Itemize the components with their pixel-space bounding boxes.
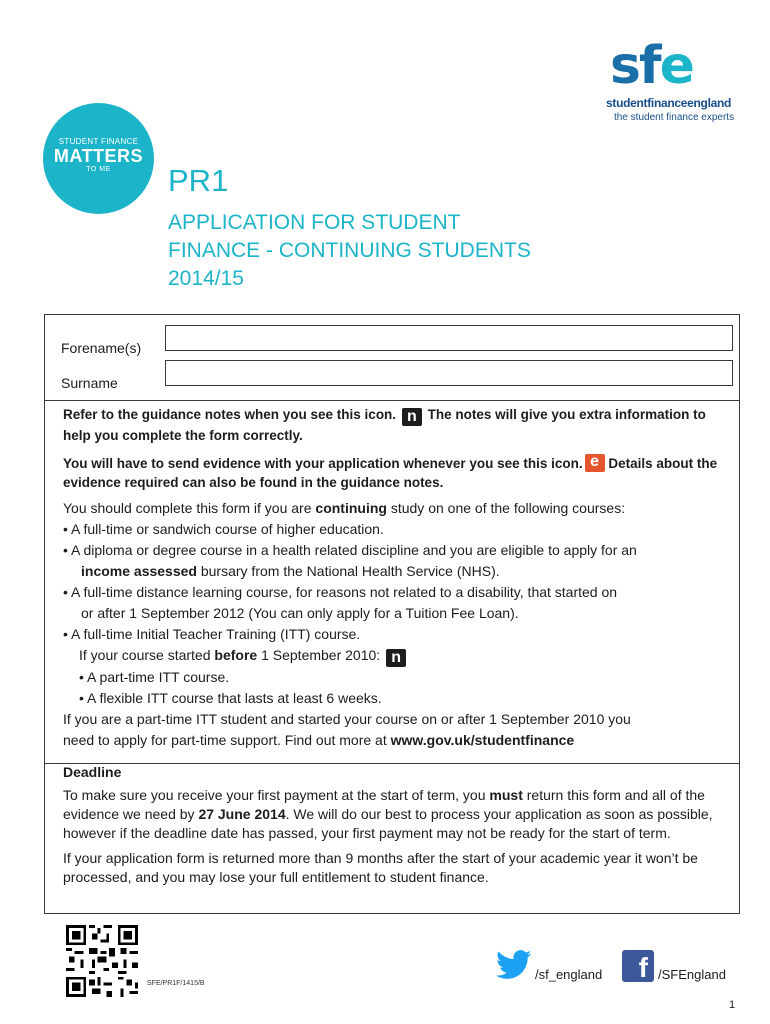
surname-input[interactable]: [165, 360, 733, 386]
deadline-paragraph: If your application form is returned more than 9 months after the start of your academic year it won’t be processed, and you may lose your full entitlement to student finance.: [63, 850, 698, 885]
guidance-note: Refer to the guidance notes when you see this icon. n The notes will give you extra information to help you complete the form correctly.: [63, 407, 706, 443]
list-item-continued: income assessed bursary from the National Health Service (NHS).: [81, 563, 500, 579]
twitter-handle[interactable]: /sf_england: [535, 967, 603, 982]
evidence-note: You will have to send evidence with your application whenever you see this icon. e Details about the evidence required can also be found in the guidance notes.: [63, 453, 718, 490]
twitter-bird-icon[interactable]: [496, 950, 532, 980]
deadline-section: [63, 763, 723, 893]
surname-label: Surname: [61, 375, 118, 391]
qr-code: [66, 925, 138, 997]
deadline-heading: Deadline: [63, 764, 122, 780]
course-list: [63, 498, 723, 751]
guidance-n-icon: n: [402, 408, 422, 426]
application-box: [44, 314, 740, 914]
list-item: • A part-time ITT course.: [79, 669, 230, 685]
form-code: PR1: [168, 163, 229, 198]
divider: [45, 400, 739, 401]
sfe-logo-name: studentfinanceengland: [606, 96, 732, 110]
list-item: • A flexible ITT course that lasts at least 6 weeks.: [79, 690, 382, 706]
sfe-logo-tagline: the student finance experts: [614, 112, 735, 123]
evidence-e-icon: e: [585, 454, 605, 472]
sfe-logo-mark: sfe: [610, 36, 693, 96]
guidance-n-icon: n: [386, 649, 406, 667]
form-reference: SFE/PR1F/1415/B: [147, 980, 205, 987]
before-2010-note: If your course started before 1 September 2010: n: [63, 645, 723, 667]
list-item: • A full-time Initial Teacher Training (ITT) course.: [63, 626, 361, 642]
forename-label: Forename(s): [61, 340, 142, 356]
matters-badge: STUDENT FINANCE MATTERS TO ME: [43, 103, 154, 214]
list-item: • A full-time distance learning course, for reasons not related to a disability, that started on: [63, 584, 618, 600]
list-item-continued: or after 1 September 2012 (You can only apply for a Tuition Fee Loan).: [81, 605, 519, 621]
facebook-handle[interactable]: /SFEngland: [658, 967, 726, 982]
forename-input[interactable]: [165, 325, 733, 351]
sfe-logo: [606, 36, 746, 123]
list-item: • A full-time or sandwich course of higher education.: [63, 521, 384, 537]
studentfinance-link[interactable]: www.gov.uk/studentfinance: [390, 732, 575, 748]
part-time-note-continued: need to apply for part-time support. Find out more at www.gov.uk/studentfinance: [63, 732, 575, 748]
deadline-paragraph: To make sure you receive your first payment at the start of term, you must return this form and all of the evidence we need by 27 June 2014. We will do our best to process your application as soon as possible, however if the deadline date has passed, your first payment may not be ready for the start of term.: [63, 787, 713, 841]
course-intro: You should complete this form if you are continuing study on one of the following courses:: [63, 500, 626, 516]
part-time-note: If you are a part-time ITT student and started your course on or after 1 September 2010 you: [63, 711, 631, 727]
facebook-icon[interactable]: f: [622, 950, 654, 982]
list-item: • A diploma or degree course in a health related discipline and you are eligible to apply for an: [63, 542, 637, 558]
page-number: 1: [729, 999, 736, 1011]
form-title: APPLICATION FOR STUDENT FINANCE - CONTINUING STUDENTS 2014/15: [168, 211, 531, 290]
